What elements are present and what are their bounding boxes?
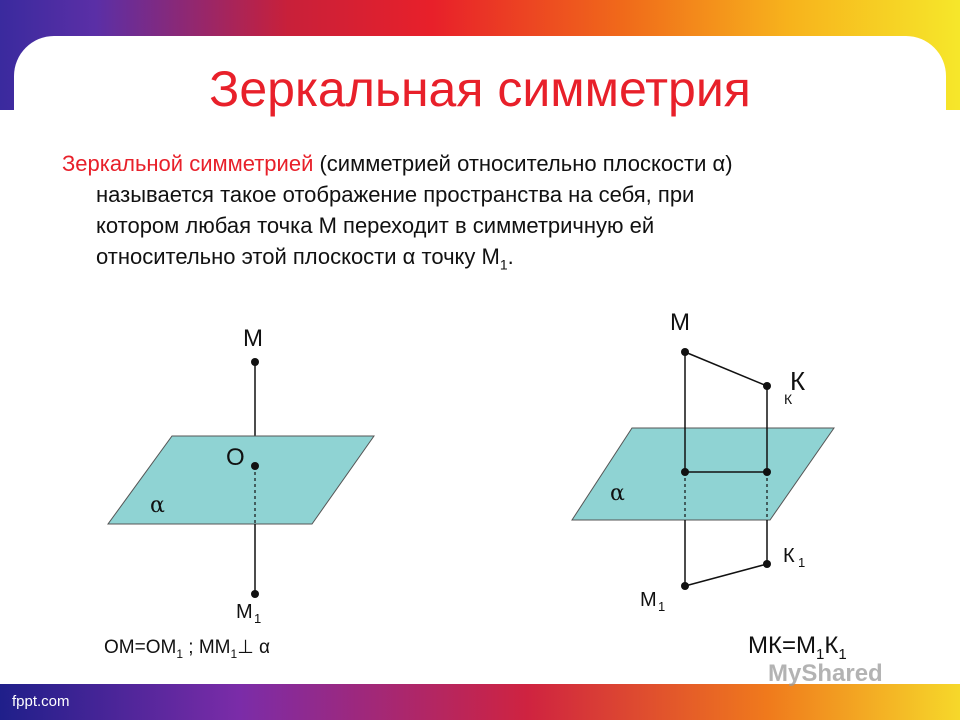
left-label-alpha: α xyxy=(150,493,165,518)
right-formula-sub1: 1 xyxy=(815,645,825,663)
right-label-m1-sub: 1 xyxy=(658,599,666,614)
right-point-k xyxy=(763,382,771,390)
definition-paren-open: (симметрией относительно плоскости xyxy=(313,151,713,176)
right-label-m: М xyxy=(670,309,690,336)
definition-line4-end: . xyxy=(507,244,514,269)
definition-line3: котором любая точка М переходит в симметричную ей xyxy=(96,213,655,238)
right-segment-mk xyxy=(685,352,767,386)
right-formula xyxy=(748,632,847,663)
right-formula-sub2: 1 xyxy=(838,645,847,663)
definition-paren-close: ) xyxy=(725,151,733,176)
left-point-m xyxy=(251,358,259,366)
left-label-o: О xyxy=(226,444,245,471)
right-formula-a: МК=М xyxy=(748,632,816,659)
right-label-k-small: К xyxy=(784,391,793,407)
definition-alpha: α xyxy=(712,151,726,176)
right-point-m-proj xyxy=(681,468,689,476)
right-label-m1: М xyxy=(640,589,657,611)
right-formula-b: К xyxy=(824,632,839,659)
right-label-k1: К xyxy=(783,545,795,567)
watermark-logo: MyShared xyxy=(768,660,883,687)
right-point-m xyxy=(681,348,689,356)
right-label-alpha: α xyxy=(610,481,625,506)
right-segment-m1k1 xyxy=(685,564,767,586)
right-label-k: К xyxy=(790,366,806,396)
right-figure xyxy=(572,309,834,614)
definition-line2: называется такое отображение пространства на себя, при xyxy=(96,182,695,207)
right-point-m1 xyxy=(681,582,689,590)
left-label-m1: М xyxy=(236,601,253,623)
left-label-m1-sub: 1 xyxy=(254,611,262,626)
definition-term: Зеркальной симметрией xyxy=(62,151,314,176)
definition-line4a: относительно этой плоскости xyxy=(96,244,403,269)
left-formula-sub2: 1 xyxy=(230,646,238,661)
left-formula-sub1: 1 xyxy=(176,646,183,661)
left-label-m: М xyxy=(243,325,263,352)
left-formula-b: ; ММ xyxy=(183,637,231,658)
left-formula-c: ⊥ α xyxy=(237,637,271,658)
right-point-k-proj xyxy=(763,468,771,476)
left-figure xyxy=(108,325,374,626)
left-point-m1 xyxy=(251,590,259,598)
left-point-o xyxy=(251,462,259,470)
footer-site-label: fppt.com xyxy=(12,693,70,710)
definition-line4b: точку М xyxy=(415,244,500,269)
left-formula-a: ОМ=ОМ xyxy=(104,637,177,658)
right-plane xyxy=(572,428,834,520)
left-formula xyxy=(104,636,270,661)
slide-title: Зеркальная симметрия xyxy=(209,61,751,117)
right-point-k1 xyxy=(763,560,771,568)
definition-alpha-2: α xyxy=(402,244,416,269)
right-label-k1-sub: 1 xyxy=(798,555,806,570)
definition-line4-sub: 1 xyxy=(499,256,508,273)
